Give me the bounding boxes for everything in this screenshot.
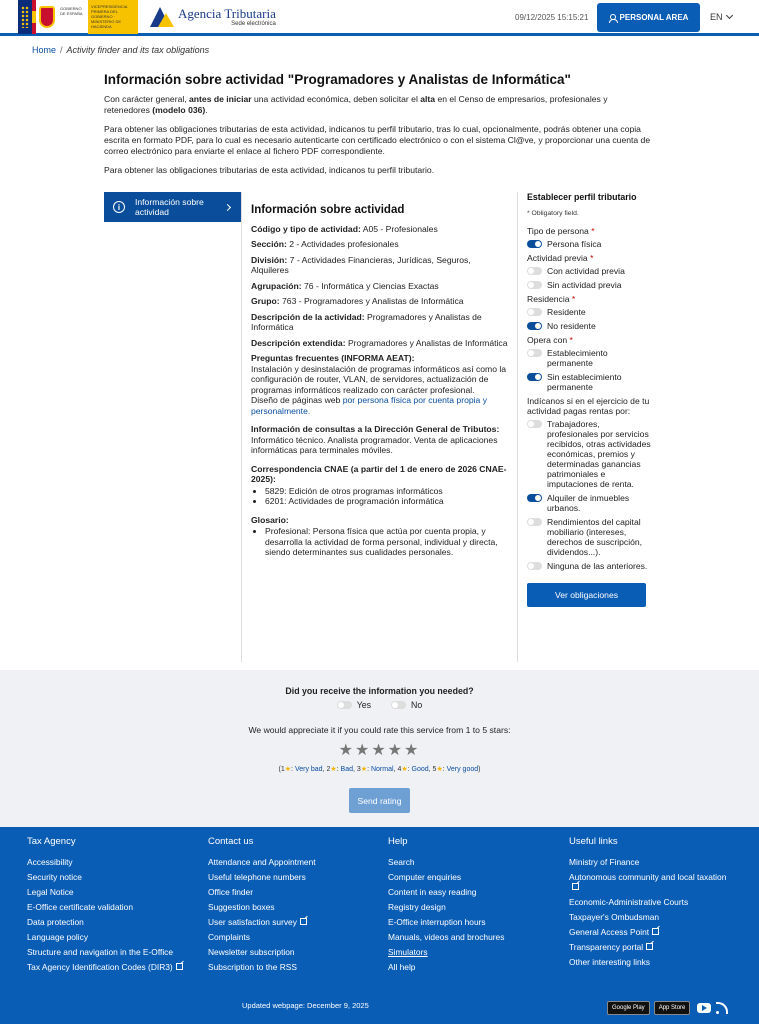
site-header — [0, 0, 759, 36]
detail-extended-description: Descripción extendida: Programadores y Analistas de Informática — [251, 337, 508, 348]
toggle-switch[interactable] — [527, 420, 542, 428]
ver-obligaciones-button[interactable]: Ver obligaciones — [527, 583, 646, 607]
detail-faq: Preguntas frecuentes (INFORMA AEAT): Instalación y desinstalación de programas informáticos así como la configuración de router, VLAN, de servidores, actualización de programas informáticos realizado con carácter profesional. Diseño de páginas web por persona física por cuenta propia y personalmente. — [251, 353, 507, 416]
star-icon: ★ — [360, 766, 368, 773]
footer-link[interactable]: Other interesting links — [569, 957, 650, 967]
rentas-group — [527, 396, 652, 571]
feedback-question: Did you receive the information you needed? — [285, 686, 474, 696]
right-divider — [517, 192, 518, 662]
tipo-persona-label: Tipo de persona * — [527, 226, 595, 236]
footer-link[interactable]: Useful telephone numbers — [208, 872, 306, 882]
required-mark: * — [571, 294, 576, 304]
detail-division: División: 7 - Actividades Financieras, Jurídicas, Seguros, Alquileres — [251, 254, 471, 275]
residencia-option[interactable] — [527, 321, 652, 331]
option-label: Sin actividad previa — [547, 280, 622, 290]
footer-link[interactable]: E-Office interruption hours — [388, 917, 486, 927]
footer-column — [27, 836, 187, 977]
rating-legend-link[interactable]: Very bad — [294, 766, 323, 773]
feedback-yes-no — [0, 700, 759, 710]
footer-column-title: Tax Agency — [27, 836, 76, 847]
intro-paragraph-1: Con carácter general, antes de iniciar una actividad económica, deben solicitar el alta en el Censo de empresarios, profesionales y retenedores (modelo 036). — [104, 94, 608, 115]
app-links — [607, 1001, 728, 1015]
list-item: • 6201: Actividades de programación informática — [265, 496, 509, 507]
toggle-switch[interactable] — [527, 494, 542, 502]
faq-link[interactable]: por persona física por cuenta propia y personalmente. — [251, 395, 488, 416]
footer-link[interactable]: Complaints — [208, 932, 250, 942]
activity-details — [251, 205, 509, 566]
actividad-previa-option[interactable] — [527, 280, 652, 290]
feedback-section — [0, 670, 759, 827]
toggle-switch[interactable] — [527, 518, 542, 526]
agency-title: Agencia Tributaria — [178, 6, 276, 21]
footer-link[interactable]: Manuals, videos and brochures — [388, 932, 505, 942]
required-mark: * — [569, 335, 573, 345]
residencia-label: Residencia * — [527, 294, 576, 304]
government-logo[interactable] — [18, 0, 143, 34]
external-link-icon — [300, 918, 307, 925]
footer-link[interactable]: Subscription to the RSS — [208, 962, 297, 972]
toggle-switch[interactable] — [527, 308, 542, 316]
footer-link[interactable]: All help — [388, 962, 416, 972]
left-divider — [241, 192, 242, 662]
rentas-option[interactable] — [527, 419, 652, 489]
tax-profile-form — [527, 192, 652, 607]
star-icon: ★ — [284, 766, 292, 773]
toggle-switch[interactable] — [527, 267, 542, 275]
toggle-switch[interactable] — [527, 373, 542, 381]
footer-column — [569, 836, 729, 972]
option-label: Con actividad previa — [547, 266, 625, 276]
external-link-icon — [572, 883, 579, 890]
details-heading: Información sobre actividad — [251, 204, 405, 216]
toggle-switch[interactable] — [527, 240, 542, 248]
google-play-badge[interactable]: Google Play — [607, 1001, 650, 1015]
footer-link[interactable]: Ministry of Finance — [569, 857, 640, 867]
footer-link[interactable]: Newsletter subscription — [208, 947, 295, 957]
chevron-down-icon — [725, 12, 732, 19]
option-label: Trabajadores, profesionales por servicios recibidos, otras actividades económicas, premios y determinadas ganancias patrimoniales e imputaciones de renta. — [547, 419, 651, 489]
footer-link[interactable]: Data protection — [27, 917, 84, 927]
rating-legend-link[interactable]: Bad — [340, 766, 354, 773]
rating-legend-link[interactable]: Good — [411, 766, 429, 773]
required-mark: * — [591, 226, 595, 236]
send-rating-button[interactable]: Send rating — [349, 788, 410, 813]
external-link-icon — [176, 963, 183, 970]
footer-link[interactable]: Registry design — [388, 902, 446, 912]
rating-legend: (1★: Very bad, 2★: Bad, 3★: Normal, 4★: Good, 5★: Very good) — [278, 766, 481, 773]
option-label: Rendimientos del capital mobiliario (intereses, derechos de suscripción, dividendos...). — [547, 517, 643, 557]
rating-legend-link[interactable]: Very good — [446, 766, 479, 773]
option-label: Ninguna de las anteriores. — [547, 561, 648, 571]
option-label: Establecimiento permanente — [547, 348, 608, 368]
footer-link[interactable]: Language policy — [27, 932, 89, 942]
opera-con-option[interactable] — [527, 348, 652, 368]
intro-paragraph-3: Para obtener las obligaciones tributarias de esta actividad, indicanos tu perfil tributario. — [104, 165, 435, 175]
detail-cnae: Correspondencia CNAE (a partir del 1 de enero de 2026 CNAE-2025): • 5829: Edición de otros programas informáticos • 6201: Actividades de programación informática — [251, 464, 509, 507]
list-item: • 5829: Edición de otros programas informáticos — [265, 486, 509, 497]
info-icon: i — [113, 201, 125, 213]
ministry-text: VICEPRESIDENCIA PRIMERA DEL GOBIERNO · MINISTERIO DE HACIENDA — [88, 0, 138, 34]
star-icon: ★ — [401, 766, 408, 773]
breadcrumb-home[interactable]: Home — [32, 45, 57, 55]
rating-prompt: We would appreciate it if you could rate this service from 1 to 5 stars: — [248, 725, 511, 735]
footer-link[interactable]: Taxpayer's Ombudsman — [569, 912, 660, 922]
tipo-persona-option[interactable] — [527, 239, 652, 249]
option-label: Sin establecimiento permanente — [547, 372, 622, 392]
opera-con-group — [527, 335, 652, 392]
opera-con-option[interactable] — [527, 372, 652, 392]
option-label: Residente — [547, 307, 586, 317]
footer-link[interactable]: Attendance and Appointment — [208, 857, 316, 867]
personal-area-label: PERSONAL AREA — [619, 13, 689, 22]
language-label: EN — [710, 12, 723, 22]
activity-info-nav-item[interactable] — [104, 192, 241, 222]
rating-legend-link[interactable]: Normal — [370, 766, 394, 773]
footer-column — [388, 836, 548, 977]
toggle-switch[interactable] — [527, 349, 542, 357]
required-mark: * — [590, 253, 594, 263]
page-title: Información sobre actividad "Programadores y Analistas de Informática" — [104, 72, 571, 87]
detail-agrupacion: Agrupación: 76 - Informática y Ciencias Exactas — [251, 280, 439, 291]
footer-link[interactable]: General Access Point — [569, 927, 729, 937]
coat-of-arms-icon — [36, 0, 58, 34]
yes-toggle[interactable] — [337, 701, 352, 709]
option-label: Persona física — [547, 239, 602, 249]
gov-text: GOBIERNO DE ESPAÑA — [60, 6, 83, 16]
tipo-persona-group — [527, 226, 652, 249]
footer-link[interactable]: Autonomous community and local taxation — [569, 872, 729, 892]
footer-column-title: Help — [388, 836, 408, 847]
app-store-badge[interactable]: App Store — [654, 1001, 691, 1015]
footer-column-title: Contact us — [208, 836, 254, 847]
footer-link[interactable]: Structure and navigation in the E-Office — [27, 947, 174, 957]
detail-dgt: Información de consultas a la Dirección General de Tributos: Informático técnico. Analista programador. Venta de aplicaciones informáticas para terminales móviles. — [251, 424, 500, 455]
rss-icon[interactable] — [716, 1002, 728, 1014]
footer-link[interactable]: User satisfaction survey — [208, 917, 368, 927]
personal-area-button[interactable] — [597, 3, 700, 32]
obligatory-note: * Obligatory field. — [527, 210, 579, 217]
star-icon: ★ — [436, 766, 443, 773]
rentas-option[interactable] — [527, 493, 652, 513]
footer-link[interactable]: Economic-Administrative Courts — [569, 897, 689, 907]
main-intro — [104, 72, 654, 184]
footer-link[interactable]: Transparency portal — [569, 942, 729, 952]
rentas-option[interactable] — [527, 517, 652, 557]
actividad-previa-option[interactable] — [527, 266, 652, 276]
list-item: • Profesional: Persona física que actúa por cuenta propia, y desarrolla la actividad de forma personal, individual y directa, siendo determinantes sus cualidades personales. — [265, 526, 509, 558]
breadcrumb — [32, 45, 209, 55]
youtube-icon[interactable] — [697, 1003, 711, 1013]
opera-con-label: Opera con * — [527, 335, 573, 345]
residencia-group — [527, 294, 652, 331]
profile-heading: Establecer perfil tributario — [527, 192, 637, 202]
no-toggle[interactable] — [391, 701, 406, 709]
footer-link[interactable]: Suggestion boxes — [208, 902, 275, 912]
yes-label: Yes — [356, 700, 372, 710]
site-footer — [0, 827, 759, 1024]
footer-link[interactable]: Computer enquiries — [388, 872, 462, 882]
breadcrumb-separator: / — [60, 45, 63, 55]
user-icon — [609, 14, 616, 22]
chevron-right-icon — [224, 203, 231, 210]
footer-link[interactable]: Simulators — [388, 947, 428, 957]
residencia-option[interactable] — [527, 307, 652, 317]
updated-date: Updated webpage: December 9, 2025 — [242, 1001, 369, 1010]
actividad-previa-group — [527, 253, 652, 290]
eu-flag-icon — [18, 0, 32, 34]
header-datetime: 09/12/2025 15:15:21 — [515, 13, 589, 22]
footer-column — [208, 836, 368, 977]
detail-section: Sección: 2 - Actividades profesionales — [251, 239, 399, 249]
toggle-switch[interactable] — [527, 322, 542, 330]
footer-link[interactable]: Tax Agency Identification Codes (DIR3) — [27, 962, 187, 972]
activity-info-nav-label: Información sobre actividad — [135, 197, 204, 217]
star-icon: ★ — [330, 766, 337, 773]
footer-column-title: Useful links — [569, 836, 618, 847]
external-link-icon — [646, 943, 653, 950]
rentas-label: Indícanos si en el ejercicio de tu actividad pagas rentas por: — [527, 396, 650, 416]
footer-link[interactable]: Legal Notice — [27, 887, 74, 897]
toggle-switch[interactable] — [527, 281, 542, 289]
agency-subtitle: Sede electrónica — [231, 21, 276, 27]
detail-grupo: Grupo: 763 - Programadores y Analistas de Informática — [251, 296, 464, 306]
aeat-logo-icon — [150, 5, 174, 29]
external-link-icon — [652, 928, 659, 935]
no-label: No — [411, 700, 423, 710]
intro-paragraph-2: Para obtener las obligaciones tributarias de esta actividad, indicanos tu perfil tributario, tras lo cual, opcionalmente, podrás obtener una copia escrita en formato PDF, para lo cual es necesario autenticarte con certificado electrónico o con el sistema Cl@ve, y proporcionar una cuenta de correo electrónico para enviarte el enlace al fichero PDF correspondiente. — [104, 124, 651, 156]
footer-link[interactable]: Security notice — [27, 872, 82, 882]
footer-link[interactable]: Search — [388, 857, 415, 867]
agency-logo[interactable] — [150, 5, 276, 29]
detail-glossary: Glosario: • Profesional: Persona física que actúa por cuenta propia, y desarrolla la actividad de forma personal, individual y directa, siendo determinantes sus cualidades personales. — [251, 515, 509, 558]
footer-link[interactable]: Office finder — [208, 887, 253, 897]
actividad-previa-label: Actividad previa * — [527, 253, 594, 263]
footer-link[interactable]: Content in easy reading — [388, 887, 477, 897]
toggle-switch[interactable] — [527, 562, 542, 570]
option-label: No residente — [547, 321, 596, 331]
breadcrumb-current: Activity finder and its tax obligations — [66, 45, 210, 55]
option-label: Alquiler de inmuebles urbanos. — [547, 493, 630, 513]
footer-link[interactable]: Accessibility — [27, 857, 73, 867]
detail-code: Código y tipo de actividad: A05 - Profesionales — [251, 223, 438, 234]
footer-link[interactable]: E-Office certificate validation — [27, 902, 133, 912]
rentas-option[interactable] — [527, 561, 652, 571]
star-rating[interactable]: ★★★★★ — [338, 742, 421, 759]
detail-description: Descripción de la actividad: Programadores y Analistas de Informática — [251, 311, 482, 332]
language-selector[interactable] — [710, 12, 732, 22]
